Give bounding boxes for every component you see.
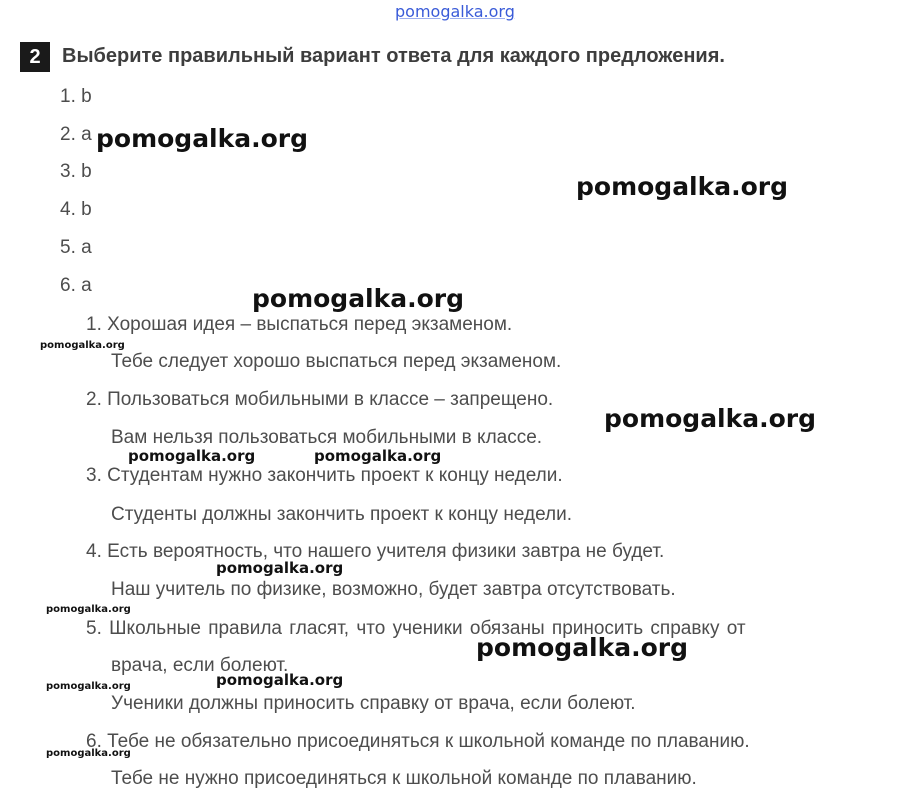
sentence-original: 5. Школьные правила гласят, что ученики обязаны приносить справку от [86,618,746,639]
sentence-original-cont: врача, если болеют. [111,655,289,676]
watermark: pomogalka.org [604,404,817,433]
watermark: pomogalka.org [476,633,689,662]
sentence-original: 2. Пользоваться мобильными в классе – запрещено. [86,389,554,410]
watermark: pomogalka.org [40,340,125,351]
task-number-badge: 2 [20,42,50,72]
sentence-original: 1. Хорошая идея – выспаться перед экзаменом. [86,314,513,335]
answer-item: 3. b [60,161,92,182]
answer-item: 2. a [60,124,92,145]
answer-item: 5. a [60,237,92,258]
watermark: pomogalka.org [216,559,344,577]
sentence-original: 3. Студентам нужно закончить проект к концу недели. [86,465,563,486]
answer-item: 6. a [60,275,92,296]
answer-item: 4. b [60,199,92,220]
site-link-top[interactable]: pomogalka.org [395,2,515,21]
watermark: pomogalka.org [252,284,465,313]
watermark: pomogalka.org [46,681,131,692]
sentence-rewrite: Наш учитель по физике, возможно, будет завтра отсутствовать. [111,579,676,600]
watermark: pomogalka.org [96,124,309,153]
sentence-rewrite: Студенты должны закончить проект к концу недели. [111,504,572,525]
sentence-original: 6. Тебе не обязательно присоединяться к школьной команде по плаванию. [86,731,750,752]
sentence-original: 4. Есть вероятность, что нашего учителя физики завтра не будет. [86,541,665,562]
watermark: pomogalka.org [46,604,131,615]
sentence-rewrite: Тебе не нужно присоединяться к школьной команде по плаванию. [111,768,697,789]
watermark: pomogalka.org [576,172,789,201]
answer-item: 1. b [60,86,92,107]
watermark: pomogalka.org [216,671,344,689]
sentence-rewrite: Тебе следует хорошо выспаться перед экзаменом. [111,351,562,372]
watermark: pomogalka.org [128,447,256,465]
sentence-rewrite: Ученики должны приносить справку от врача, если болеют. [111,693,636,714]
watermark: pomogalka.org [46,748,131,759]
watermark: pomogalka.org [314,447,442,465]
task-title: Выберите правильный вариант ответа для каждого предложения. [62,45,725,67]
sentence-rewrite: Вам нельзя пользоваться мобильными в классе. [111,427,543,448]
